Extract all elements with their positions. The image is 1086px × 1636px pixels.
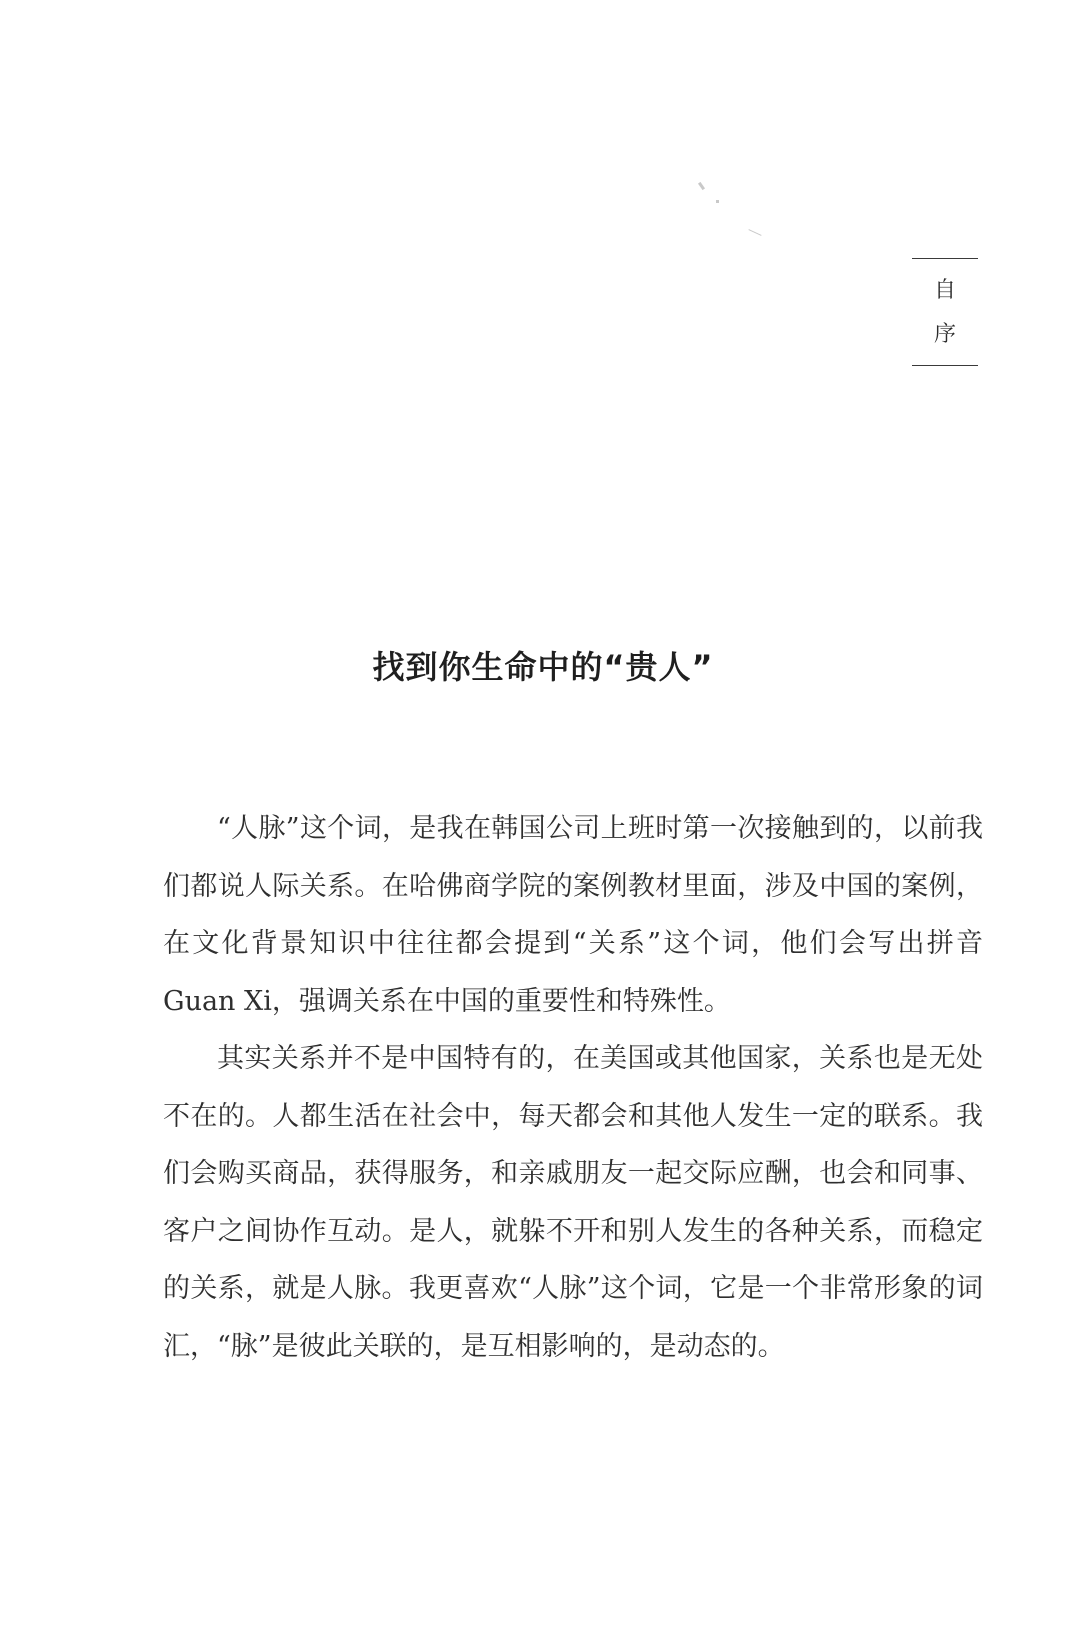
section-tab (912, 258, 978, 366)
section-tab-bottom-rule (912, 365, 978, 366)
chapter-title: 找到你生命中的“贵人” (372, 648, 714, 686)
section-tab-label (912, 259, 978, 365)
section-tab-char-1: 自 (933, 278, 956, 303)
section-tab-char-2: 序 (933, 322, 956, 347)
paragraph-2: 其实关系并不是中国特有的，在美国或其他国家，关系也是无处不在的。人都生活在社会中，每天都会和其他人发生一定的联系。我们会购买商品，获得服务，和亲戚朋友一起交际应酬，也会和同事、客户之间协作互动。是人，就躲不开和别人发生的各种关系，而稳定的关系，就是人脉。我更喜欢“人脉”这个词，它是一个非常形象的词汇，“脉”是彼此关联的，是互相影响的，是动态的。 (163, 1043, 983, 1362)
scan-speck (748, 229, 761, 236)
paragraph-1: “人脉”这个词，是我在韩国公司上班时第一次接触到的，以前我们都说人际关系。在哈佛商学院的案例教材里面，涉及中国的案例，在文化背景知识中往往都会提到“关系”这个词，他们会写出拼音 Guan Xi，强调关系在中国的重要性和特殊性。 (163, 813, 983, 1017)
scan-speck (716, 200, 719, 203)
scan-speck (698, 182, 705, 190)
body-text (163, 800, 983, 1375)
